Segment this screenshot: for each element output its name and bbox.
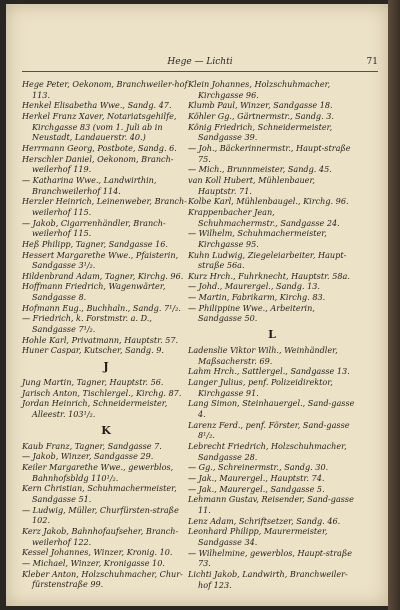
directory-entry: Klumb Paul, Winzer, Sandgasse 18.	[188, 100, 333, 111]
directory-entry: König Friedrich, Schneidermeister, Sandgasse 39.	[188, 121, 333, 143]
directory-entry: Keiler Margarethe Wwe., gewerblos, Bahnhofsbldg 110¹/₂.	[22, 462, 174, 483]
directory-entry: Jarisch Anton, Tischlergel., Kirchg. 87.	[22, 387, 182, 398]
right-column	[188, 79, 356, 590]
directory-entry: Lahm Hrch., Sattlergel., Sandgasse 13.	[188, 366, 350, 377]
directory-entry: Klein Johannes, Holzschuhmacher, Kirchgasse 96.	[188, 79, 331, 100]
left-column	[22, 79, 190, 590]
directory-entry: — Friedrich, k. Forstmstr. a. D., Sandgasse 7¹/₂.	[22, 313, 152, 335]
directory-entry: Kern Christian, Schuhmachermeister, Sandgasse 51.	[22, 483, 177, 504]
directory-entry: Lebrecht Friedrich, Holzschuhmacher, Sandgasse 28.	[188, 441, 347, 462]
directory-entry: Lichti Jakob, Landwirth, Branchweiler-hof 123.	[188, 568, 348, 590]
directory-entry: — Wilhelm, Schuhmachermeister, Kirchgasse 95.	[188, 228, 327, 249]
directory-entry: Lang Simon, Steinhauergel., Sand-gasse 4.	[188, 398, 355, 420]
directory-entry: Kessel Johannes, Winzer, Kronig. 10.	[22, 547, 173, 558]
directory-entry: — Jak., Maurergel., Sandgasse 5.	[188, 483, 325, 494]
directory-entry: Henkel Elisabetha Wwe., Sandg. 47.	[22, 100, 172, 111]
directory-entry: — Michael, Winzer, Kronigasse 10.	[22, 557, 165, 568]
section-letter: K	[101, 423, 111, 437]
directory-entry: Lehmann Gustav, Reisender, Sand-gasse 11.	[188, 494, 354, 515]
directory-entry: Hoffmann Friedrich, Wagenwärter, Sandgasse 8.	[22, 281, 166, 303]
directory-entry: Kurz Hrch., Fuhrknecht, Hauptstr. 58a.	[188, 270, 350, 281]
directory-entry: Hildenbrand Adam, Tagner, Kirchg. 96.	[22, 270, 184, 281]
directory-entry: Kerz Jakob, Bahnhofaufseher, Branch-weilerhof 122.	[22, 525, 179, 547]
directory-entry: — Katharina Wwe., Landwirthin, Branchweilerhof 114.	[22, 174, 157, 196]
directory-entry: — Wilhelmine, gewerblos, Haupt-straße 73.	[188, 547, 353, 569]
directory-entry: Langer Julius, penf. Polizeidirektor, Kirchgasse 91.	[188, 377, 333, 398]
directory-entry: Kleber Anton, Holzschuhmacher, Chur-fürstenstraße 99.	[22, 568, 183, 590]
directory-entry: Herschler Daniel, Oekonom, Branch-weilerhof 119.	[22, 153, 174, 175]
directory-entry: Leonhard Philipp, Maurermeister, Sandgasse 34.	[188, 526, 328, 547]
directory-entry: Hofmann Eug., Buchhaln., Sandg. 7¹/₂.	[22, 302, 181, 313]
directory-entry: Ladenslie Viktor Wilh., Weinhändler, Maßsacherstr. 69.	[188, 345, 338, 366]
directory-entry: Hege Peter, Oekonom, Branchweiler-hof 113.	[22, 79, 188, 100]
directory-entry: Larenz Ferd., penf. Förster, Sand-gasse 8¹/₂.	[188, 419, 350, 441]
directory-entry: Hessert Margarethe Wwe., Pfaisterin, Sandgasse 3¹/₂.	[22, 249, 179, 271]
section-letter: J	[103, 360, 109, 374]
page-number: 71	[366, 57, 378, 67]
directory-entry: — Jakob, Cigarrenhändler, Branch-weilerhof 115.	[22, 217, 166, 239]
directory-entry: Köhler Gg., Gärtnermstr., Sandg. 3.	[188, 110, 334, 121]
header-rule	[22, 71, 378, 72]
directory-entry: — Ludwig, Müller, Churfürsten-straße 102.	[22, 504, 179, 526]
directory-entry: Jung Martin, Tagner, Hauptstr. 56.	[22, 377, 164, 388]
directory-entry: Jordan Heinrich, Schneidermeister, Alleestr. 103¹/₂.	[22, 398, 168, 420]
directory-entry: — Martin, Fabrikarm, Kirchg. 83.	[188, 292, 326, 303]
directory-entry: Lenz Adam, Schriftsetzer, Sandg. 46.	[188, 515, 341, 526]
directory-entry: Kolbe Karl, Mühlenbaugel., Kirchg. 96.	[188, 196, 349, 207]
directory-entry: — Gg., Schreinermstr., Sandg. 30.	[188, 462, 329, 473]
directory-entry: Herkel Franz Xaver, Notariatsgehilfe, Kirchgasse 83 (vom 1. Juli ab in Neustadt, Landauerstr. 40.)	[22, 110, 177, 143]
book-spine	[388, 0, 400, 610]
directory-entry: van Koll Hubert, Mühlenbauer, Hauptstr. 71.	[188, 174, 316, 196]
directory-entry: Kuhn Ludwig, Ziegeleiarbeiter, Haupt-straße 56a.	[188, 249, 347, 271]
directory-entry: Herzler Heinrich, Leinenweber, Branch-weilerhof 115.	[22, 196, 187, 217]
directory-entry: — Joh., Bäckerinnermstr., Haupt-straße 75.	[188, 142, 351, 164]
directory-entry: — Jakob, Winzer, Sandgasse 29.	[22, 451, 154, 462]
directory-entry: Kaub Franz, Tagner, Sandgasse 7.	[22, 440, 162, 451]
directory-entry: — Philippine Wwe., Arbeiterin, Sandgasse 50.	[188, 302, 315, 324]
running-title: Hege — Lichti	[167, 57, 233, 67]
directory-entry: — Mich., Brunnmeister, Sandg. 45.	[188, 164, 332, 175]
section-letter: L	[268, 328, 276, 342]
directory-entry: Krappenbacher Jean, Schuhmachermstr., Sandgasse 24.	[188, 206, 340, 228]
directory-entry: — Jak., Maurergel., Hauptstr. 74.	[188, 472, 325, 483]
directory-entry: Hohle Karl, Privatmann, Hauptstr. 57.	[22, 334, 179, 345]
directory-entry: Heß Philipp, Tagner, Sandgasse 16.	[22, 238, 168, 249]
directory-entry: Herrmann Georg, Postbote, Sandg. 6.	[22, 142, 177, 153]
directory-entry: Huner Caspar, Kutscher, Sandg. 9.	[22, 345, 164, 356]
page-header	[22, 57, 378, 71]
directory-entry: — Johd., Maurergel., Sandg. 13.	[188, 281, 320, 292]
